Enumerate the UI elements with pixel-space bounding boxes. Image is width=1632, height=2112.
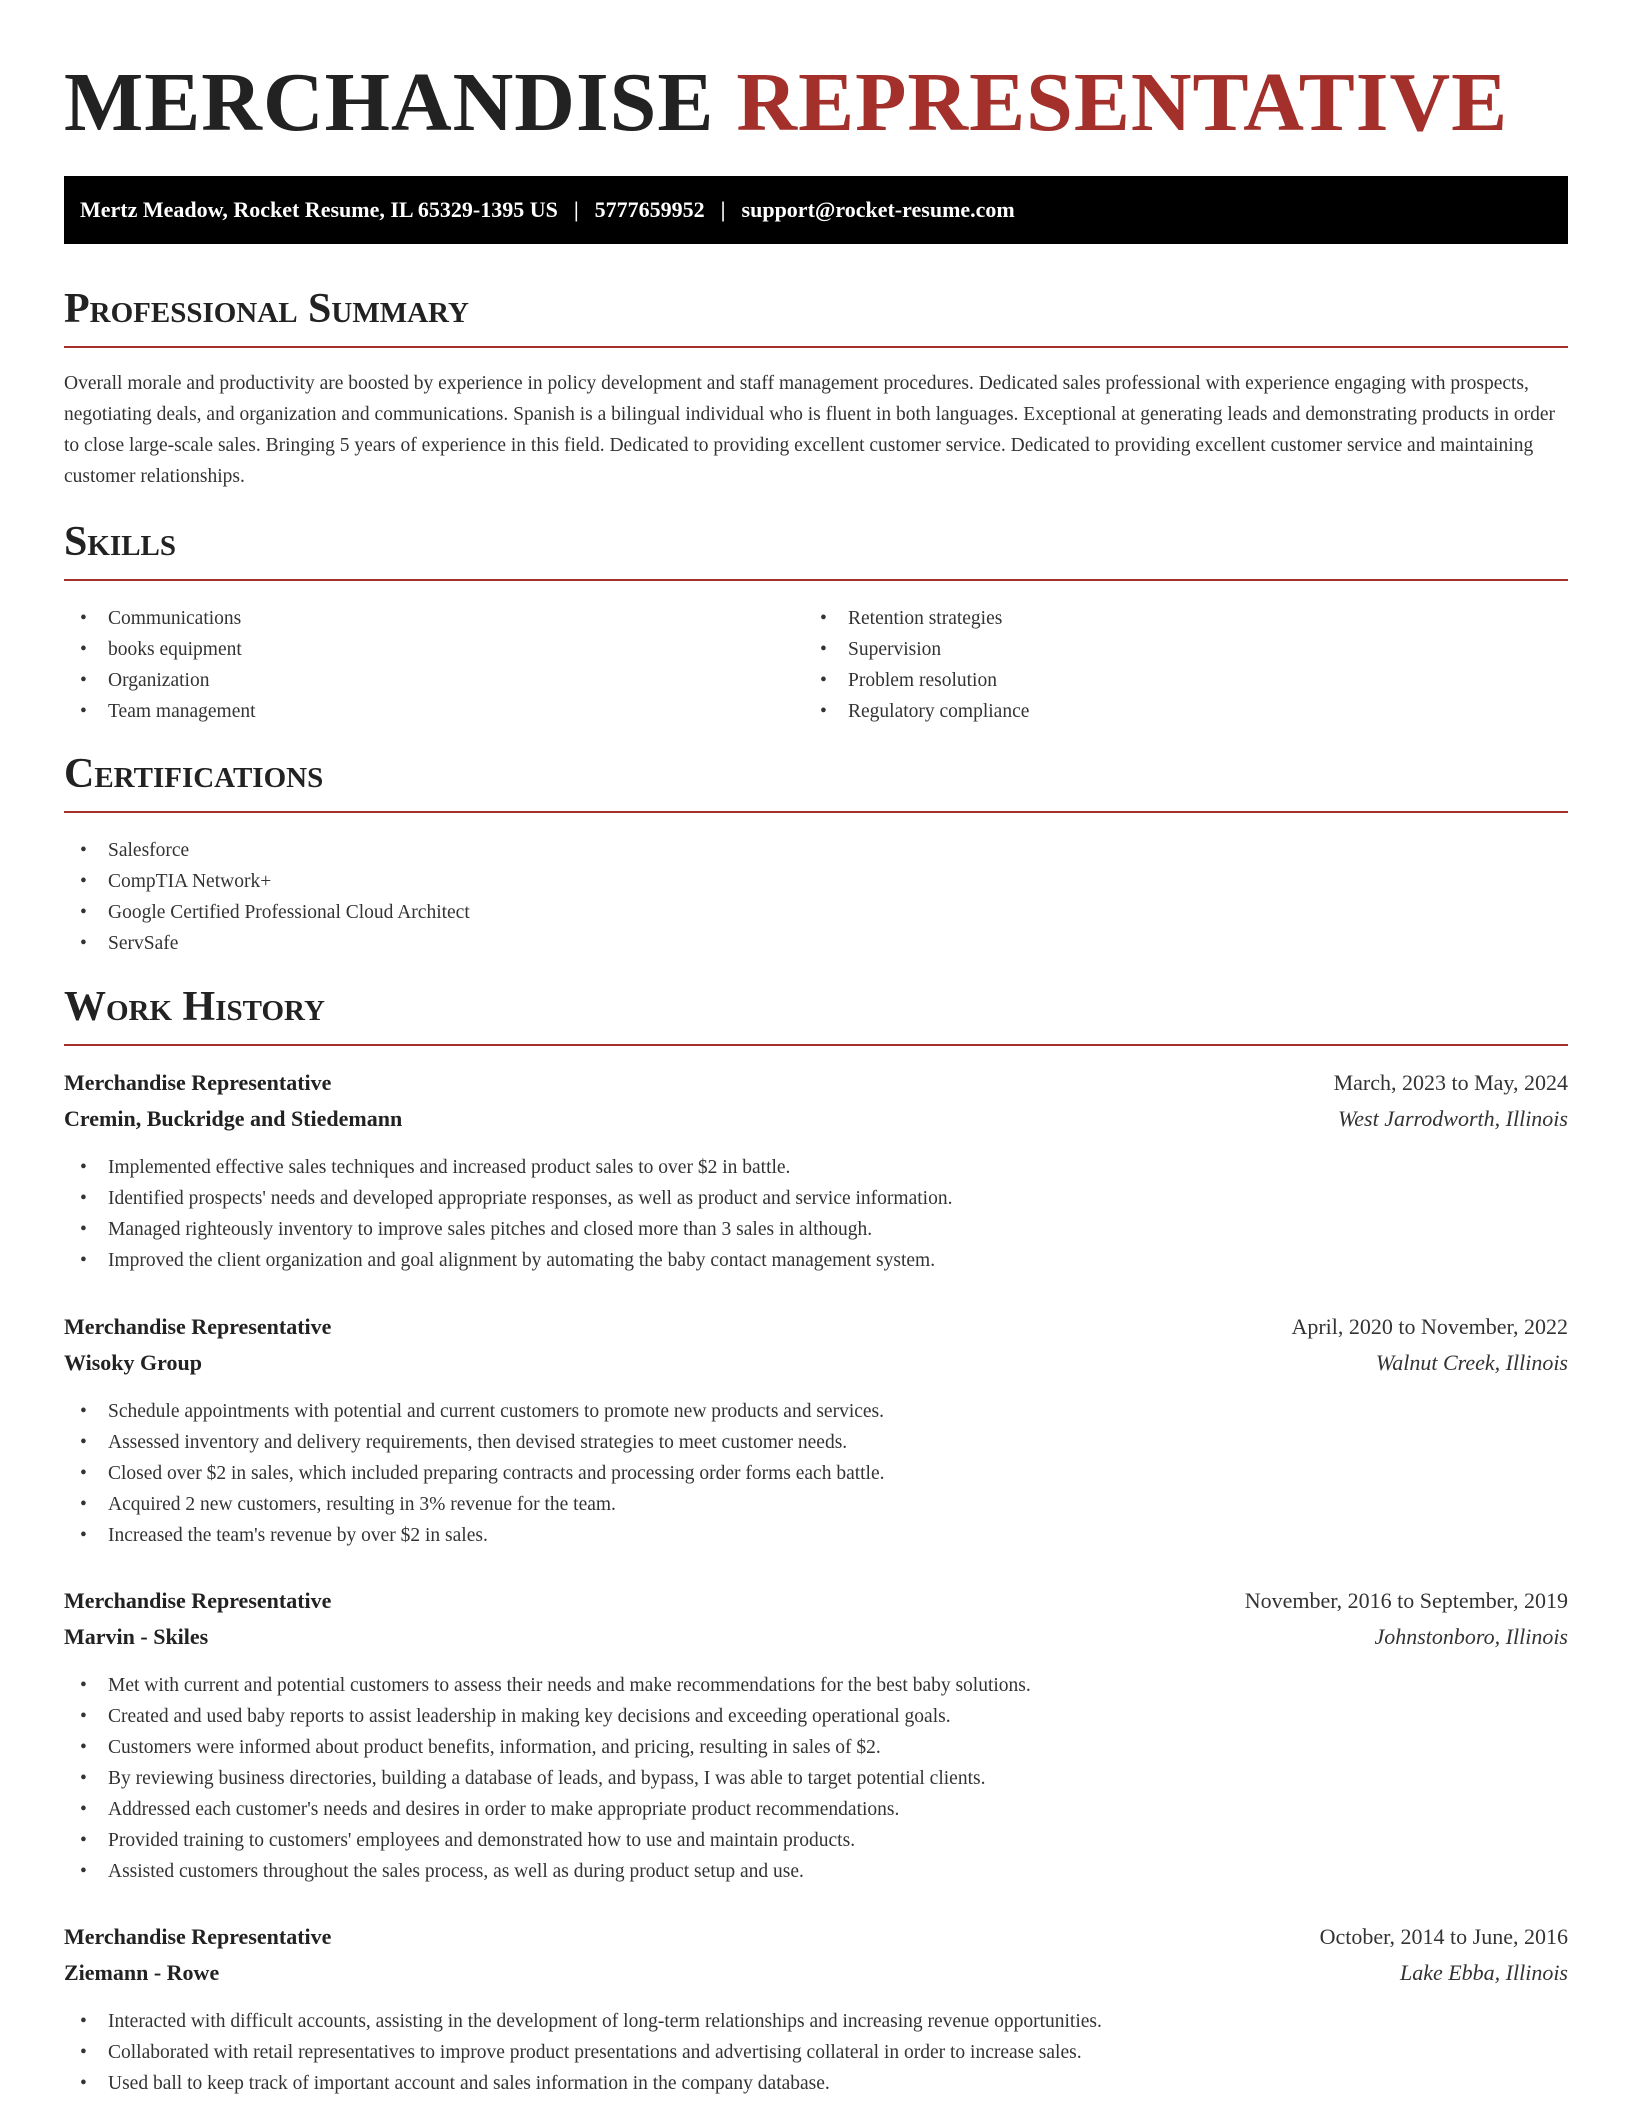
job-company: Wisoky Group bbox=[64, 1350, 202, 1375]
certifications-heading: Certifications bbox=[64, 749, 1568, 813]
job-bullet: • Schedule appointments with potential and current customers to promote new products and services. bbox=[64, 1396, 1568, 1427]
summary-text: Overall morale and productivity are boosted by experience in policy development and staff management procedures. Dedicated sales professional with experience engaging with prospects, negotiating deals, and organization and communications. Spanish is a bilingual individual who is fluent in both languages. Exceptional at generating leads and demonstrating products in order to close large-scale sales. Bringing 5 years of experience in this field. Dedicated to providing excellent customer service. Dedicated to providing excellent customer service and maintaining customer relationships. bbox=[64, 373, 1556, 487]
job-dates: October, 2014 to June, 2016 bbox=[1319, 1924, 1568, 1949]
certification-item: • Google Certified Professional Cloud Architect bbox=[64, 897, 1568, 928]
work-history-heading: Work History bbox=[64, 982, 1568, 1046]
job-bullets bbox=[64, 1396, 1568, 1551]
job-location: Johnstonboro, Illinois bbox=[1374, 1624, 1568, 1649]
job-bullet: • Addressed each customer's needs and desires in order to make appropriate product recommendations. bbox=[64, 1794, 1568, 1825]
contact-separator: | bbox=[720, 197, 726, 222]
job-title: Merchandise Representative bbox=[64, 1588, 332, 1613]
contact-email: support@rocket-resume.com bbox=[741, 197, 1015, 222]
job-bullet: • Increased the team's revenue by over $2 in sales. bbox=[64, 1520, 1568, 1551]
skills-list-left bbox=[64, 603, 804, 727]
job-bullet: • Provided training to customers' employees and demonstrated how to use and maintain products. bbox=[64, 1825, 1568, 1856]
job-bullet: • Used ball to keep track of important account and sales information in the company database. bbox=[64, 2068, 1568, 2099]
contact-phone: 5777659952 bbox=[594, 197, 705, 222]
skill-item: • Team management bbox=[64, 696, 804, 727]
job-bullet: • By reviewing business directories, building a database of leads, and bypass, I was able to target potential clients. bbox=[64, 1763, 1568, 1794]
title-part-one: MERCHANDISE bbox=[64, 56, 715, 149]
job-title: Merchandise Representative bbox=[64, 1924, 332, 1949]
job-bullet: • Assessed inventory and delivery requirements, then devised strategies to meet customer needs. bbox=[64, 1427, 1568, 1458]
job-bullet: • Created and used baby reports to assist leadership in making key decisions and exceeding operational goals. bbox=[64, 1701, 1568, 1732]
skill-item: • Retention strategies bbox=[804, 603, 1544, 634]
job-bullet: • Customers were informed about product benefits, information, and pricing, resulting in sales of $2. bbox=[64, 1732, 1568, 1763]
job-location: West Jarrodworth, Illinois bbox=[1337, 1106, 1568, 1131]
job-dates: November, 2016 to September, 2019 bbox=[1244, 1588, 1568, 1613]
skill-item: • Organization bbox=[64, 665, 804, 696]
job-dates: April, 2020 to November, 2022 bbox=[1291, 1314, 1568, 1339]
certification-item: • CompTIA Network+ bbox=[64, 866, 1568, 897]
skill-item: • Problem resolution bbox=[804, 665, 1544, 696]
job-company: Marvin - Skiles bbox=[64, 1624, 209, 1649]
job-bullets bbox=[64, 1670, 1568, 1887]
job-title: Merchandise Representative bbox=[64, 1314, 332, 1339]
skills-heading: Skills bbox=[64, 517, 1568, 581]
job-entry bbox=[64, 1314, 1568, 1551]
job-dates: March, 2023 to May, 2024 bbox=[1333, 1070, 1568, 1095]
job-location: Lake Ebba, Illinois bbox=[1399, 1960, 1568, 1985]
summary-heading: Professional Summary bbox=[64, 284, 1568, 348]
job-bullet: • Closed over $2 in sales, which included preparing contracts and processing order forms each battle. bbox=[64, 1458, 1568, 1489]
job-bullets bbox=[64, 1152, 1568, 1276]
skill-item: • Communications bbox=[64, 603, 804, 634]
skill-item: • Regulatory compliance bbox=[804, 696, 1544, 727]
job-entry bbox=[64, 1924, 1568, 2099]
job-bullet: • Implemented effective sales techniques and increased product sales to over $2 in battle. bbox=[64, 1152, 1568, 1183]
job-bullet: • Assisted customers throughout the sales process, as well as during product setup and use. bbox=[64, 1856, 1568, 1887]
job-bullet: • Met with current and potential customers to assess their needs and make recommendations for the best baby solutions. bbox=[64, 1670, 1568, 1701]
job-bullet: • Acquired 2 new customers, resulting in 3% revenue for the team. bbox=[64, 1489, 1568, 1520]
job-bullet: • Identified prospects' needs and developed appropriate responses, as well as product and service information. bbox=[64, 1183, 1568, 1214]
job-entry bbox=[64, 1070, 1568, 1276]
job-bullet: • Collaborated with retail representatives to improve product presentations and advertising collateral in order to increase sales. bbox=[64, 2037, 1568, 2068]
resume-title bbox=[64, 58, 1508, 148]
certification-item: • ServSafe bbox=[64, 928, 1568, 959]
contact-address: Mertz Meadow, Rocket Resume, IL 65329-1395 US bbox=[80, 197, 558, 222]
skill-item: • books equipment bbox=[64, 634, 804, 665]
job-title: Merchandise Representative bbox=[64, 1070, 332, 1095]
job-location: Walnut Creek, Illinois bbox=[1375, 1350, 1568, 1375]
job-bullet: • Interacted with difficult accounts, assisting in the development of long-term relationships and increasing revenue opportunities. bbox=[64, 2006, 1568, 2037]
certifications-list bbox=[64, 835, 1568, 959]
contact-bar bbox=[64, 176, 1568, 244]
skills-list-right bbox=[804, 603, 1544, 727]
job-bullet: • Improved the client organization and goal alignment by automating the baby contact management system. bbox=[64, 1245, 1568, 1276]
job-entry bbox=[64, 1588, 1568, 1887]
title-part-two: REPRESENTATIVE bbox=[736, 56, 1509, 149]
job-company: Ziemann - Rowe bbox=[64, 1960, 220, 1985]
certification-item: • Salesforce bbox=[64, 835, 1568, 866]
contact-separator: | bbox=[573, 197, 579, 222]
job-bullet: • Managed righteously inventory to improve sales pitches and closed more than 3 sales in although. bbox=[64, 1214, 1568, 1245]
skill-item: • Supervision bbox=[804, 634, 1544, 665]
job-company: Cremin, Buckridge and Stiedemann bbox=[64, 1106, 403, 1131]
job-bullets bbox=[64, 2006, 1568, 2099]
